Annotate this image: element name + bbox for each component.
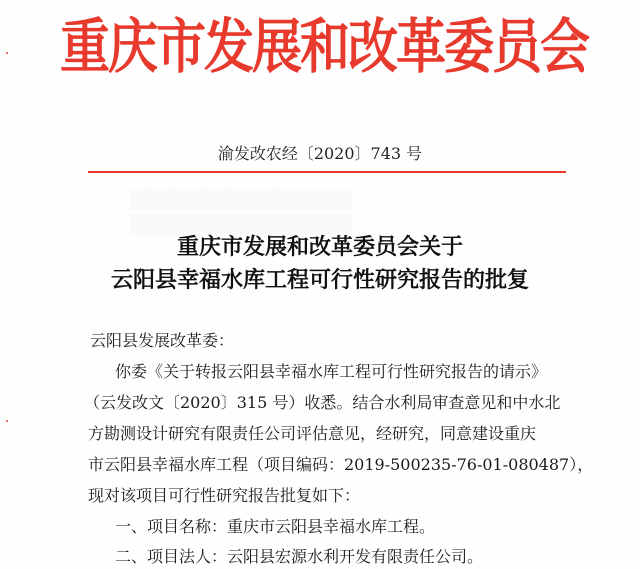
document-number: 渝发改农经〔2020〕743 号: [217, 144, 423, 163]
watermark: ▒▒▒▒▒▒▒▒▒▒▒▒▒▒▒▒: [130, 215, 352, 236]
red-separator-rule: [88, 171, 566, 173]
issuer-header: 重庆市发展和改革委员会: [60, 12, 588, 82]
body-paragraph-line: 方勘测设计研究有限责任公司评估意见，经研究，同意建设重庆: [88, 424, 537, 443]
body-paragraph-line: 你委《关于转报云阳县幸福水库工程可行性研究报告的请示》: [115, 362, 548, 381]
body-paragraph-line: （云发改文〔2020〕315 号）收悉。结合水利局审查意见和中水北: [84, 393, 561, 412]
watermark: ▒▒▒▒▒▒▒▒▒▒▒▒▒▒▒▒: [130, 190, 352, 211]
body-paragraph-line: 现对该项目可行性研究报告批复如下：: [88, 486, 361, 505]
document-title-line-2: 云阳县幸福水库工程可行性研究报告的批复: [110, 268, 529, 293]
addressee: 云阳县发展改革委：: [90, 331, 235, 350]
document-title-line-1: 重庆市发展和改革委员会关于: [176, 235, 463, 260]
margin-mark: [6, 52, 8, 54]
margin-mark: [6, 420, 8, 422]
item-project-legal-entity: 二、项目法人：云阳县宏源水利开发有限责任公司。: [115, 547, 484, 566]
item-project-name: 一、项目名称：重庆市云阳县幸福水库工程。: [115, 517, 436, 536]
body-paragraph-line: 市云阳县幸福水库工程（项目编码：2019-500235-76-01-080487），: [88, 455, 594, 474]
